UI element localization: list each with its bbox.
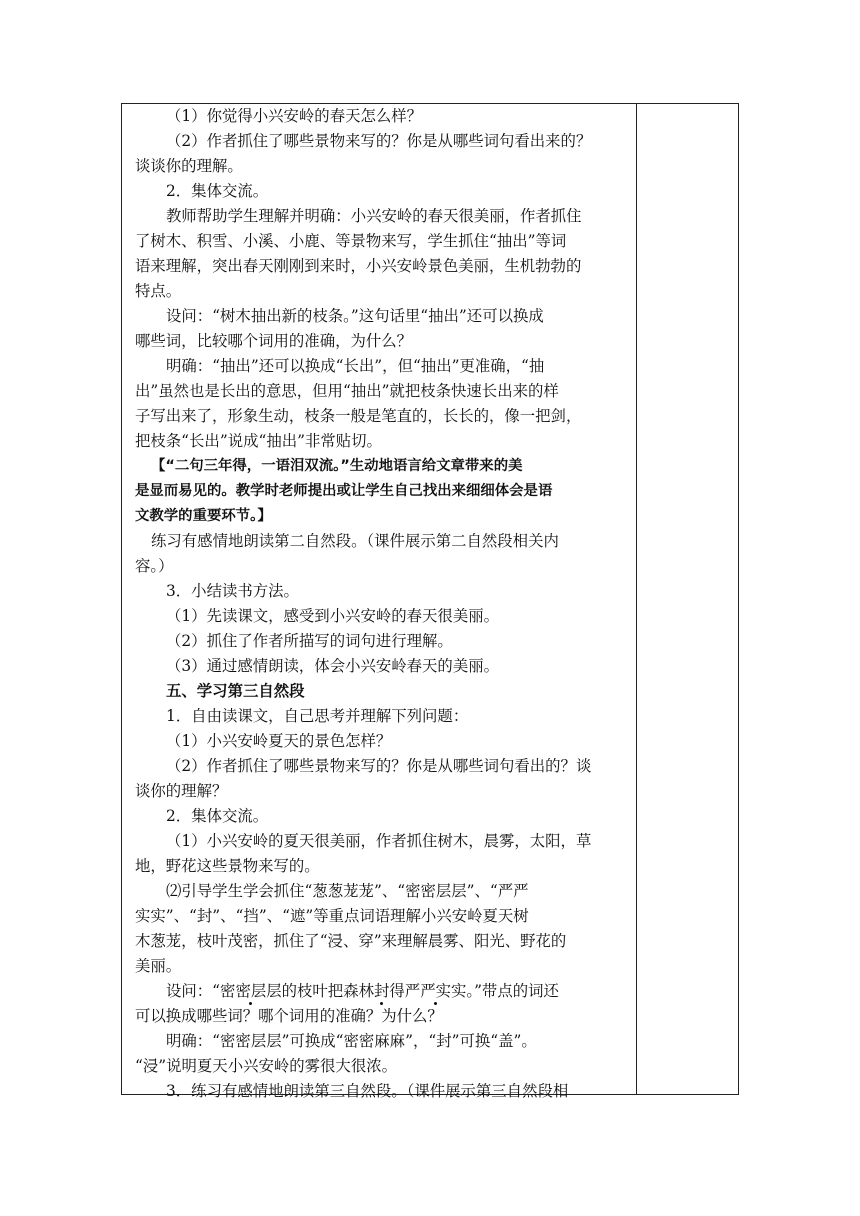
- text-fragment: 得: [389, 982, 405, 1000]
- dotted-word: 封: [373, 982, 390, 1000]
- table-column-divider: [636, 103, 637, 1095]
- text-line: （1）你觉得小兴安岭的春天怎么样？: [166, 107, 423, 125]
- text-line: （3）通过感情朗读，体会小兴安岭春天的美丽。: [166, 657, 499, 675]
- dotted-word: 密密层层: [220, 982, 282, 1000]
- text-line: 美丽。: [135, 957, 182, 975]
- text-line: 了树木、积雪、小溪、小鹿、等景物来写，学生抓住“抽出”等词: [135, 232, 567, 250]
- dotted-word: 严严实实: [404, 982, 467, 1000]
- text-line: 木葱茏，枝叶茂密，抓住了“浸、穿”来理解晨雾、阳光、野花的: [135, 932, 567, 950]
- lesson-content-cell: [135, 104, 631, 1104]
- text-line: 容。）: [135, 557, 174, 575]
- teaching-comment: 文教学的重要环节。】: [135, 508, 272, 524]
- text-line: 3．小结读书方法。: [166, 582, 299, 600]
- teaching-comment: 【“二句三年得，一语泪双流。”生动地语言给文章带来的美: [151, 458, 523, 474]
- text-line: （1）小兴安岭夏天的景色怎样？: [166, 732, 392, 750]
- text-line: 可以换成哪些词？哪个词用的准确？为什么？: [135, 1007, 443, 1025]
- text-line: ⑵引导学生学会抓住“葱葱茏茏”、“密密层层”、“严严: [166, 882, 529, 900]
- text-line: 出”虽然也是长出的意思，但用“抽出”就把枝条快速长出来的样: [135, 382, 559, 400]
- text-line: 3．练习有感情地朗读第三自然段。（课件展示第三自然段相: [166, 1082, 569, 1100]
- text-fragment: 。”带点的词还: [466, 982, 559, 1000]
- text-line: 设问：“树木抽出新的枝条。”这句话里“抽出”还可以换成: [166, 307, 544, 325]
- text-line: 实实”、“封”、“挡”、“遮”等重点词语理解小兴安岭夏天树: [135, 907, 529, 925]
- text-line: 2．集体交流。: [166, 807, 269, 825]
- text-line: 谈你的理解？: [135, 782, 228, 800]
- text-line: 把枝条“长出”说成“抽出”非常贴切。: [135, 432, 382, 450]
- text-line: 教师帮助学生理解并明确：小兴安岭的春天很美丽，作者抓住: [166, 207, 582, 225]
- text-line: 明确：“密密层层”可换成“密密麻麻”，“封”可换“盖”。: [166, 1032, 537, 1050]
- text-line: 地，野花这些景物来写的。: [135, 857, 320, 875]
- text-line: （1）先读课文，感受到小兴安岭的春天很美丽。: [166, 607, 499, 625]
- section-heading: 五、学习第三自然段: [166, 682, 305, 700]
- text-line: 语来理解，突出春天刚刚到来时，小兴安岭景色美丽，生机勃勃的: [135, 257, 582, 275]
- teaching-comment: 是显而易见的。教学时老师提出或让学生自己找出来细细体会是语: [135, 483, 553, 499]
- text-line: 谈谈你的理解。: [135, 157, 243, 175]
- text-line: “浸”说明夏天小兴安岭的雾很大很浓。: [135, 1057, 397, 1075]
- text-line: 明确：“抽出”还可以换成“长出”，但“抽出”更准确，“抽: [166, 357, 545, 375]
- dotted-question-line: [135, 979, 631, 1004]
- text-line: 子写出来了，形象生动，枝条一般是笔直的，长长的，像一把剑，: [135, 407, 582, 425]
- text-line: 2．集体交流。: [166, 182, 269, 200]
- text-fragment: 设问：“: [166, 982, 221, 1000]
- text-line: 练习有感情地朗读第二自然段。（课件展示第二自然段相关内: [151, 532, 559, 550]
- text-line: （1）小兴安岭的夏天很美丽，作者抓住树木，晨雾，太阳，草: [166, 832, 592, 850]
- text-line: （2）作者抓住了哪些景物来写的？你是从哪些词句看出的？谈: [166, 757, 592, 775]
- text-fragment: 的枝叶把森林: [281, 982, 374, 1000]
- text-line: （2）作者抓住了哪些景物来写的？你是从哪些词句看出来的？: [166, 132, 592, 150]
- text-line: 哪些词，比较哪个词用的准确，为什么？: [135, 332, 413, 350]
- text-line: 1．自由读课文，自己思考并理解下列问题：: [166, 707, 469, 725]
- text-line: 特点。: [135, 282, 182, 300]
- text-line: （2）抓住了作者所描写的词句进行理解。: [166, 632, 453, 650]
